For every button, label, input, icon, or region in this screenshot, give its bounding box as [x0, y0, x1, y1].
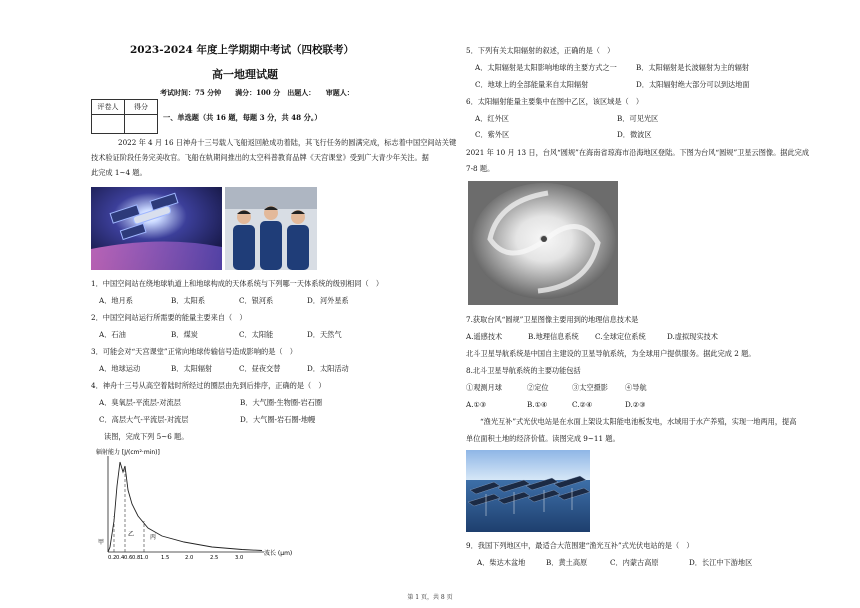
exam-title: 2023-2024 年度上学期期中考试（四校联考） [130, 44, 354, 56]
q4-option-d: D．大气圈-岩石圈-地幔 [240, 415, 316, 424]
question-9: 9．我国下列地区中，最适合大范围建“渔光互补”式光伏电站的是（ ） [466, 541, 694, 550]
q2-option-d: D．天然气 [307, 330, 342, 339]
space-station-image [91, 187, 222, 270]
q3-option-c: C．昼夜交替 [239, 364, 281, 373]
q8-item-3: ③太空摄影 [572, 383, 608, 392]
q4-option-b: B．大气圈-生物圈-岩石圈 [240, 398, 323, 407]
q5-option-a: A．太阳辐射是太阳影响地球的主要方式之一 [475, 63, 617, 72]
q6-option-d: D．微波区 [617, 130, 652, 139]
question-2: 2．中国空间站运行所需要的能量主要来自（ ） [91, 313, 247, 322]
q3-option-b: B．太阳辐射 [171, 364, 213, 373]
typhoon-intro-line-2: 7-8 题。 [466, 164, 495, 173]
q7-option-c: C.全球定位系统 [595, 332, 646, 341]
q9-option-c: C．内蒙古高原 [610, 558, 659, 567]
score-label: 得分 [125, 100, 158, 115]
q2-option-a: A．石油 [99, 330, 126, 339]
zone-jia: 甲 [98, 539, 105, 546]
q9-option-d: D．长江中下游地区 [689, 558, 753, 567]
chart-xlabel: 波长 (μm) [264, 550, 292, 557]
question-8: 8.北斗卫星导航系统的主要功能包括 [466, 366, 581, 375]
q6-option-b: B．可见光区 [617, 114, 659, 123]
fishery-solar-image [466, 450, 590, 532]
q8-item-1: ①观测月球 [466, 383, 502, 392]
xtick-2-5: 2.5 [210, 555, 219, 561]
q6-option-a: A．红外区 [475, 114, 509, 123]
q6-option-c: C．紫外区 [475, 130, 510, 139]
q8-option-a: A.①③ [466, 400, 487, 409]
section-heading: 一、单选题（共 16 题，每题 3 分，共 48 分。） [163, 113, 322, 122]
zone-yi: 乙 [128, 531, 135, 538]
q5-option-d: D．太阳辐射绝大部分可以到达地面 [636, 80, 750, 89]
question-5: 5．下列有关太阳辐射的叙述，正确的是（ ） [466, 46, 615, 55]
q3-option-d: D．太阳活动 [307, 364, 349, 373]
q4-option-a: A．臭氧层-平流层-对流层 [99, 398, 181, 407]
xtick-1-5: 1.5 [161, 555, 170, 561]
reviewer-label: 评卷人 [92, 100, 125, 115]
solar-intro-line-2: 单位面积土地的经济价值。读图完成 9~11 题。 [466, 434, 620, 443]
subject-title: 高一地理试题 [212, 68, 278, 81]
xtick-0-8: 0.8 [132, 555, 141, 561]
q8-option-d: D.②③ [625, 400, 646, 409]
chart-ylabel: 辐射能力 [J/(cm²·min)] [96, 449, 160, 456]
q1-option-a: A．地月系 [99, 296, 133, 305]
xtick-2-0: 2.0 [185, 555, 194, 561]
intro-line-2: 技术验证阶段任务完美收官。飞船在轨期间推出的太空科普教育品牌《天宫课堂》受到广大青少年关注。据 [91, 153, 429, 162]
q2-option-c: C．太阳能 [239, 330, 274, 339]
q8-item-2: ②定位 [527, 383, 549, 392]
score-table [91, 99, 158, 134]
intro-line-1: 2022 年 4 月 16 日神舟十三号载人飞船返回舱成功着陆，其飞行任务的圆满完成，标志着中国空间站关键 [118, 138, 457, 147]
question-6: 6．太阳辐射能量主要集中在图中乙区，该区域是（ ） [466, 97, 644, 106]
q2-option-b: B．煤炭 [171, 330, 198, 339]
radiation-curve [108, 462, 262, 552]
q9-option-b: B．黄土高原 [546, 558, 588, 567]
q1-option-c: C．银河系 [239, 296, 274, 305]
intro-line-3: 此完成 1~4 题。 [91, 168, 147, 177]
xtick-3-0: 3.0 [235, 555, 244, 561]
q5-option-c: C．地球上的全部能量来自太阳辐射 [475, 80, 589, 89]
q8-item-4: ④导航 [625, 383, 647, 392]
q7-option-b: B.地理信息系统 [528, 332, 579, 341]
xtick-0-4: 0.4 [116, 555, 125, 561]
astronauts-image [225, 187, 317, 270]
question-3: 3．可能会对“天宫课堂”正常向地球传输信号造成影响的是（ ） [91, 347, 297, 356]
q9-option-a: A．柴达木盆地 [477, 558, 526, 567]
page-footer: 第 1 页，共 8 页 [407, 594, 453, 601]
read-graph-instruction: 读图，完成下列 5~6 题。 [104, 432, 189, 441]
q1-option-b: B．太阳系 [171, 296, 206, 305]
solar-spectrum-figure [92, 446, 292, 576]
question-1: 1．中国空间站在绕地球轨道上和地球构成的天体系统与下列哪一天体系统的级别相同（ ） [91, 279, 384, 288]
exam-meta: 考试时间：75 分钟 满分：100 分 出题人： 审题人： [160, 88, 354, 97]
question-7: 7.获取台风“圆规”卫星图像主要用到的地理信息技术是 [466, 315, 639, 324]
q4-option-c: C．高层大气-平流层-对流层 [99, 415, 189, 424]
q7-option-a: A.遥感技术 [466, 332, 503, 341]
solar-intro-line-1: “渔光互补”式光伏电站是在水面上架设太阳能电池板发电，水域用于水产养殖，实现一地两用，提高 [480, 417, 797, 426]
typhoon-satellite-image [468, 181, 618, 305]
q3-option-a: A．地球运动 [99, 364, 141, 373]
zone-bing: 丙 [150, 534, 157, 541]
score-cell [125, 115, 158, 134]
q1-option-d: D．河外星系 [307, 296, 349, 305]
typhoon-intro-line-1: 2021 年 10 月 13 日，台风“圆规”在海南省琼海市沿海地区登陆。下图为台风“圆规”卫星云图像。据此完成 [466, 148, 810, 157]
xtick-0-2: 0.2 [108, 555, 117, 561]
q8-option-c: C.②④ [572, 400, 593, 409]
reviewer-cell [92, 115, 125, 134]
q5-option-b: B．太阳辐射是长波辐射为主的辐射 [636, 63, 750, 72]
q8-option-b: B.①④ [527, 400, 548, 409]
xtick-1-0: 1.0 [140, 555, 149, 561]
q7-option-d: D.虚拟现实技术 [667, 332, 718, 341]
question-4: 4．神舟十三号从高空着陆时所经过的圈层由先到后排序，正确的是（ ） [91, 381, 326, 390]
beidou-intro: 北斗卫星导航系统是中国自主建设的卫星导航系统，为全球用户提供服务。据此完成 2 题。 [466, 349, 756, 358]
xtick-0-6: 0.6 [124, 555, 133, 561]
